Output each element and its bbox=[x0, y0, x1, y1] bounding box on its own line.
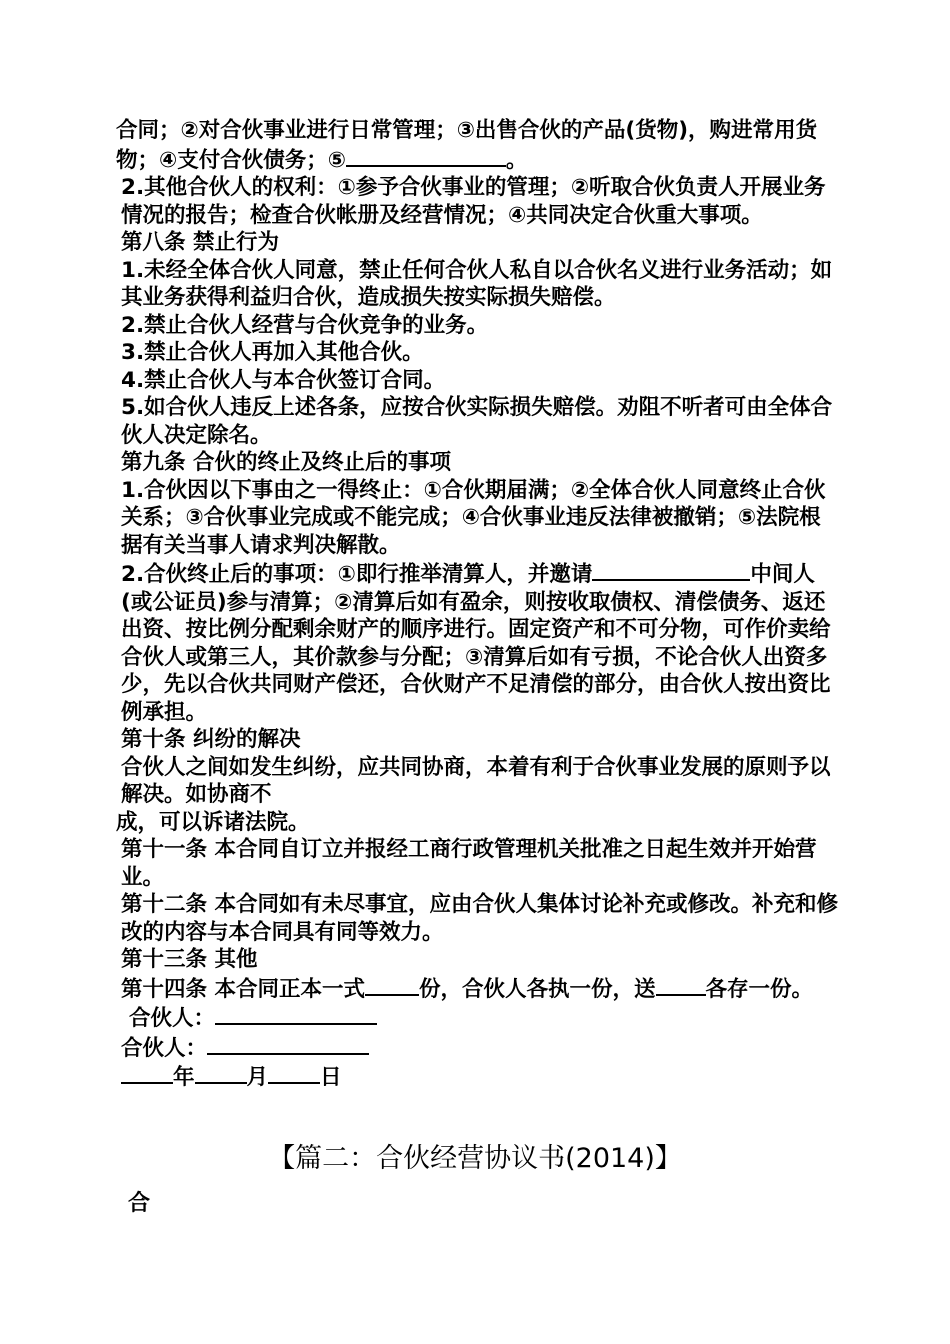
article-10-body-cont: 成，可以诉诸法院。 bbox=[116, 809, 310, 835]
article-11: 第十一条 本合同自订立并报经工商行政管理机关批准之日起生效并开始营业。 bbox=[121, 837, 817, 890]
blank-line bbox=[346, 145, 506, 167]
signature-partner-1: 合伙人： bbox=[116, 1003, 840, 1033]
article-9-item-1: 1.合伙因以下事由之一得终止：①合伙期届满；②全体合伙人同意终止合伙关系；③合伙事业完成或不能完成；④合伙事业违反法律被撤销；⑤法院根据有关当事人请求判决解散。 bbox=[121, 477, 826, 558]
blank-line bbox=[656, 974, 706, 996]
blank-line bbox=[365, 974, 419, 996]
article-13: 第十三条 其他 bbox=[121, 947, 258, 972]
article-9-heading: 第九条 合伙的终止及终止后的事项 bbox=[121, 450, 451, 475]
article-9-item-2: 2.合伙终止后的事项：①即行推举清算人，并邀请 中间人(或公证员)参与清算；②清算后如有盈余，则按收取债权、清偿债务、返还出资、按比例分配剩余财产的顺序进行。固定资产和不可分物，可作价卖给合伙人或第三人，其价款参与分配；③清算后如有亏损，不论合伙人出资多少，先以合伙共同财产偿还，合伙财产不足清偿的部分，由合伙人按出资比例承担。 bbox=[116, 559, 840, 726]
blank-line bbox=[592, 559, 750, 581]
paragraph-other-rights: 2.其他合伙人的权利：①参予合伙事业的管理；②听取合伙负责人开展业务情况的报告；检查合伙帐册及经营情况；④共同决定合伙重大事项。 bbox=[121, 175, 826, 228]
article-8-item-4: 4.禁止合伙人与本合伙签订合同。 bbox=[121, 367, 446, 393]
next-section-heading: 合 bbox=[128, 1191, 151, 1216]
blank-line bbox=[207, 1033, 369, 1055]
article-8-item-1: 1.未经全体合伙人同意，禁止任何合伙人私自以合伙名义进行业务活动；如其业务获得利益归合伙，造成损失按实际损失赔偿。 bbox=[121, 257, 833, 310]
article-8-heading: 第八条 禁止行为 bbox=[121, 230, 279, 255]
signature-date: 年 月 日 bbox=[116, 1062, 840, 1092]
paragraph-partner-duties: 合同；②对合伙事业进行日常管理；③出售合伙的产品(货物)，购进常用货物；④支付合伙债务；⑤ 。 bbox=[116, 118, 818, 173]
article-12: 第十二条 本合同如有未尽事宜，应由合伙人集体讨论补充或修改。补充和修改的内容与本合同具有同等效力。 bbox=[121, 892, 838, 945]
article-14: 第十四条 本合同正本一式 份，合伙人各执一份，送 各存一份。 bbox=[116, 974, 840, 1004]
article-8-item-2: 2.禁止合伙人经营与合伙竞争的业务。 bbox=[121, 312, 489, 338]
contract-body bbox=[116, 117, 840, 1092]
blank-line bbox=[268, 1062, 320, 1084]
article-8-item-3: 3.禁止合伙人再加入其他合伙。 bbox=[121, 340, 424, 365]
section-title: 【篇二：合伙经营协议书(2014)】 bbox=[268, 1143, 682, 1174]
article-10-body: 合伙人之间如发生纠纷，应共同协商，本着有利于合伙事业发展的原则予以解决。如协商不 bbox=[121, 754, 831, 807]
signature-partner-2: 合伙人： bbox=[116, 1033, 840, 1063]
article-10-heading: 第十条 纠纷的解决 bbox=[121, 727, 301, 752]
blank-line bbox=[121, 1062, 173, 1084]
blank-line bbox=[215, 1003, 377, 1025]
blank-line bbox=[195, 1062, 247, 1084]
article-8-item-5: 5.如合伙人违反上述各条，应按合伙实际损失赔偿。劝阻不听者可由全体合伙人决定除名。 bbox=[121, 395, 833, 448]
